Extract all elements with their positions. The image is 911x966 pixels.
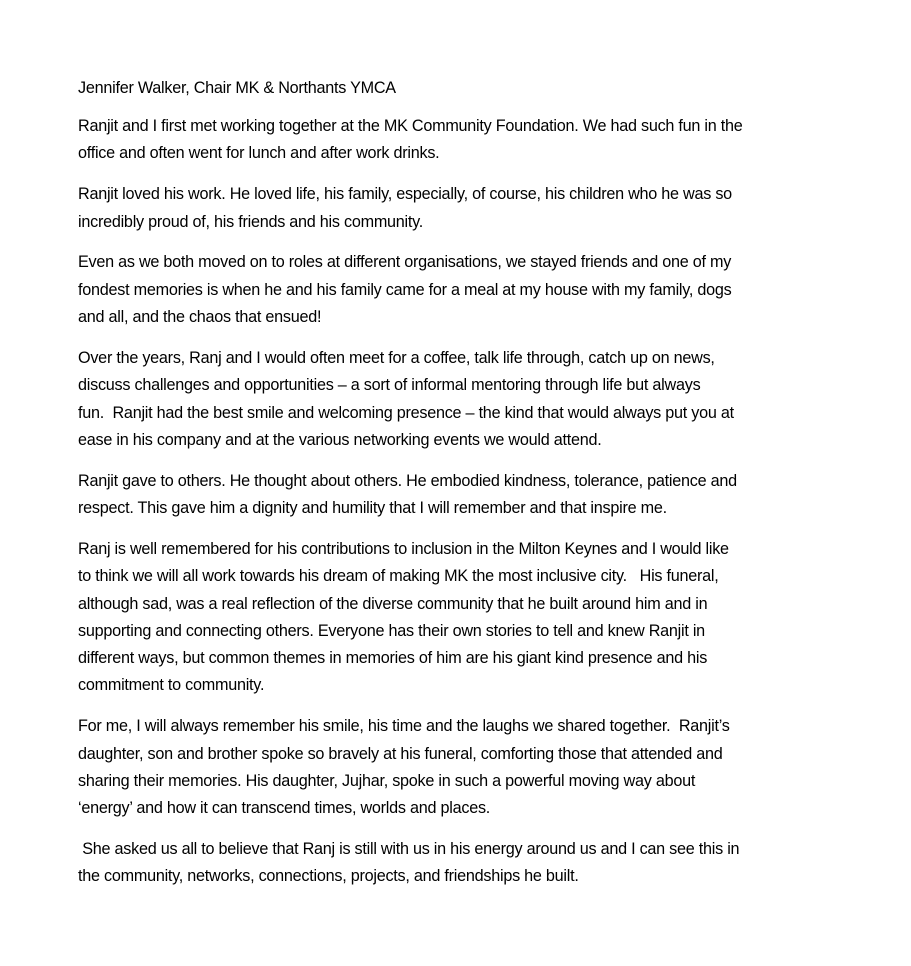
text-line: Ranjit and I first met working together at the MK Community Foundation. We had such fun in the <box>78 117 743 136</box>
text-line: discuss challenges and opportunities – a sort of informal mentoring through life but always <box>78 376 701 395</box>
text-line: respect. This gave him a dignity and humility that I will remember and that inspire me. <box>78 499 667 518</box>
text-line: commitment to community. <box>78 676 265 695</box>
text-line: office and often went for lunch and after work drinks. <box>78 144 440 163</box>
text-line: Ranj is well remembered for his contributions to inclusion in the Milton Keynes and I would like <box>78 539 729 558</box>
text-line: Over the years, Ranj and I would often meet for a coffee, talk life through, catch up on news, <box>78 348 715 367</box>
paragraph-gave-to-others <box>78 468 878 523</box>
paragraph-over-the-years <box>78 345 878 454</box>
text-line: fondest memories is when he and his family came for a meal at my house with my family, dogs <box>78 280 732 299</box>
text-line: Ranjit gave to others. He thought about others. He embodied kindness, tolerance, patience and <box>78 471 737 490</box>
text-line: fun. Ranjit had the best smile and welcoming presence – the kind that would always put you at <box>78 403 734 422</box>
text-line: incredibly proud of, his friends and his community. <box>78 212 424 231</box>
text-line: although sad, was a real reflection of the diverse community that he built around him and in <box>78 594 708 613</box>
text-line: ease in his company and at the various networking events we would attend. <box>78 430 602 449</box>
paragraph-inclusion <box>78 536 878 700</box>
paragraph-stayed-friends <box>78 249 878 331</box>
text-line: sharing their memories. His daughter, Jujhar, spoke in such a powerful moving way about <box>78 771 696 790</box>
text-line: different ways, but common themes in memories of him are his giant kind presence and his <box>78 649 708 668</box>
document-heading <box>78 75 878 102</box>
document-page <box>78 75 878 904</box>
paragraph-remember-smile <box>78 713 878 822</box>
paragraph-loved-work <box>78 181 878 236</box>
text-line: She asked us all to believe that Ranj is still with us in his energy around us and I can see this in <box>78 840 740 859</box>
paragraph-energy <box>78 836 878 891</box>
heading-text: Jennifer Walker, Chair MK & Northants YMCA <box>78 79 396 97</box>
text-line: ‘energy’ and how it can transcend times, worlds and places. <box>78 799 491 818</box>
text-line: Ranjit loved his work. He loved life, his family, especially, of course, his children who he was so <box>78 185 732 204</box>
text-line: daughter, son and brother spoke so bravely at his funeral, comforting those that attended and <box>78 744 723 763</box>
text-line: to think we will all work towards his dream of making MK the most inclusive city. His funeral, <box>78 567 719 586</box>
paragraph-first-meeting <box>78 113 878 168</box>
text-line: the community, networks, connections, projects, and friendships he built. <box>78 867 579 886</box>
text-line: and all, and the chaos that ensued! <box>78 308 322 327</box>
text-line: supporting and connecting others. Everyone has their own stories to tell and knew Ranjit in <box>78 621 705 640</box>
text-line: For me, I will always remember his smile, his time and the laughs we shared together. Ranjit’s <box>78 717 730 736</box>
text-line: Even as we both moved on to roles at different organisations, we stayed friends and one of my <box>78 253 732 272</box>
